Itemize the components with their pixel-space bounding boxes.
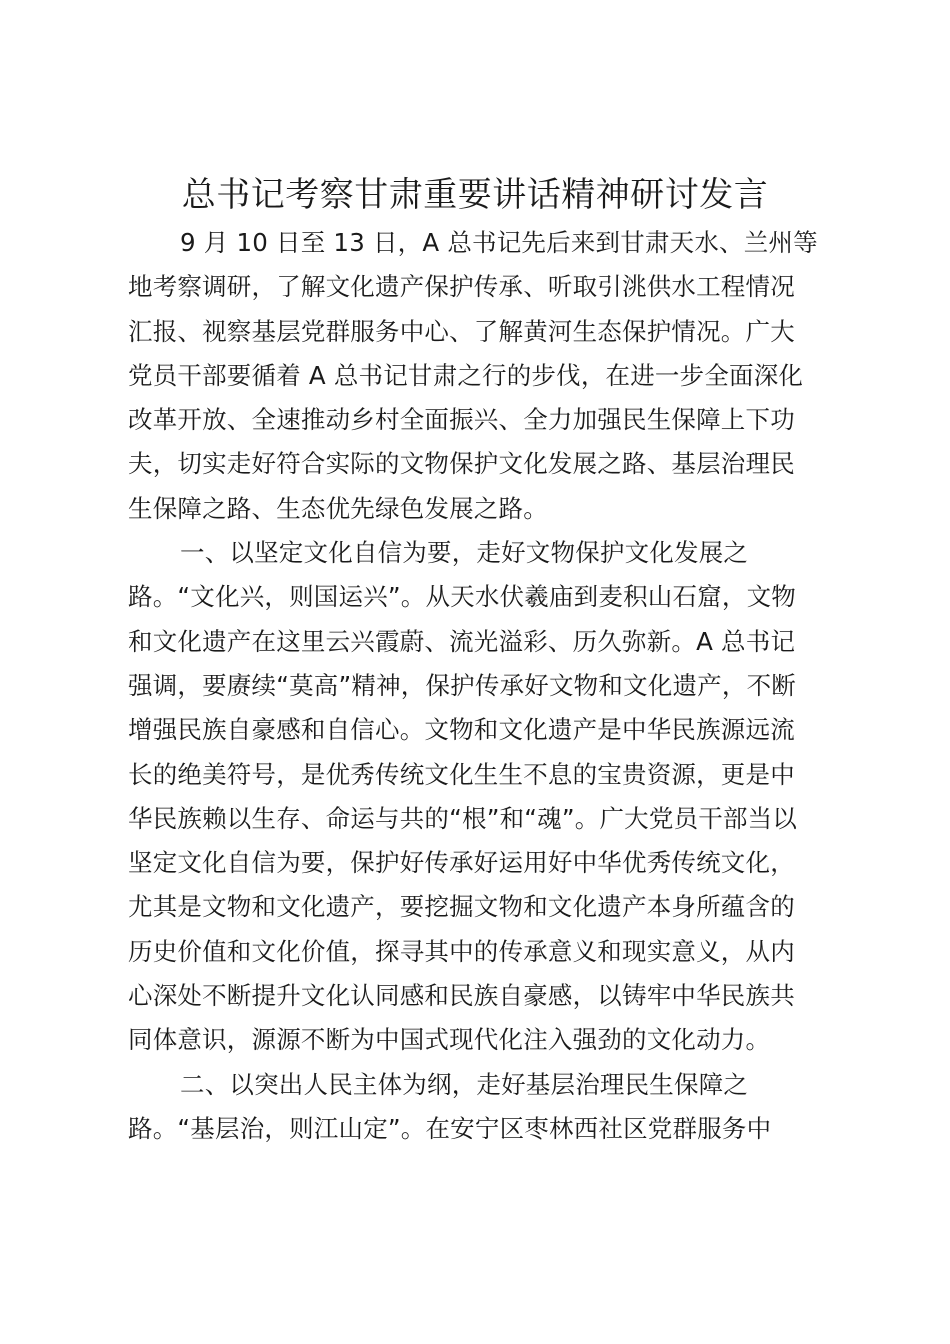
paragraph-line: 汇报、视察基层党群服务中心、了解黄河生态保护情况。广大 (128, 316, 795, 346)
paragraph-line: 增强民族自豪感和自信心。文物和文化遗产是中华民族源远流 (128, 715, 795, 745)
paragraph-line: 强调，要赓续“莫高”精神，保护传承好文物和文化遗产，不断 (128, 670, 796, 700)
paragraph-line: 生保障之路、生态优先绿色发展之路。 (128, 493, 548, 523)
paragraph-line: 路。“文化兴，则国运兴”。从天水伏羲庙到麦积山石窟，文物 (128, 582, 796, 612)
paragraph-line: 党员干部要循着 A 总书记甘肃之行的步伐，在进一步全面深化 (128, 360, 804, 390)
paragraph-line: 尤其是文物和文化遗产，要挖掘文物和文化遗产本身所蕴含的 (128, 892, 795, 922)
paragraph-line: 同体意识，源源不断为中国式现代化注入强劲的文化动力。 (128, 1025, 771, 1055)
section-heading-line: 二、以突出人民主体为纲，走好基层治理民生保障之 (180, 1069, 749, 1099)
paragraph-line: 地考察调研，了解文化遗产保护传承、听取引洮供水工程情况 (128, 272, 795, 302)
paragraph-line: 历史价值和文化价值，探寻其中的传承意义和现实意义，从内 (128, 936, 795, 966)
paragraph-line: 心深处不断提升文化认同感和民族自豪感，以铸牢中华民族共 (128, 981, 795, 1011)
paragraph-line: 9 月 10 日至 13 日，A 总书记先后来到甘肃天水、兰州等 (180, 228, 818, 257)
paragraph-line: 华民族赖以生存、命运与共的“根”和“魂”。广大党员干部当以 (128, 803, 798, 833)
paragraph-line: 坚定文化自信为要，保护好传承好运用好中华优秀传统文化， (128, 848, 795, 878)
paragraph-line: 长的绝美符号，是优秀传统文化生生不息的宝贵资源，更是中 (128, 759, 795, 789)
paragraph-line: 和文化遗产在这里云兴霞蔚、流光溢彩、历久弥新。A 总书记 (128, 626, 796, 656)
paragraph-line: 改革开放、全速推动乡村全面振兴、全力加强民生保障上下功 (128, 405, 795, 435)
section-heading-line: 一、以坚定文化自信为要，走好文物保护文化发展之 (180, 538, 749, 568)
paragraph-line: 路。“基层治，则江山定”。在安宁区枣林西社区党群服务中 (128, 1113, 772, 1143)
document-body (128, 221, 828, 1151)
paragraph-line: 夫，切实走好符合实际的文物保护文化发展之路、基层治理民 (128, 449, 795, 479)
document-title: 总书记考察甘肃重要讲话精神研讨发言 (181, 175, 769, 215)
